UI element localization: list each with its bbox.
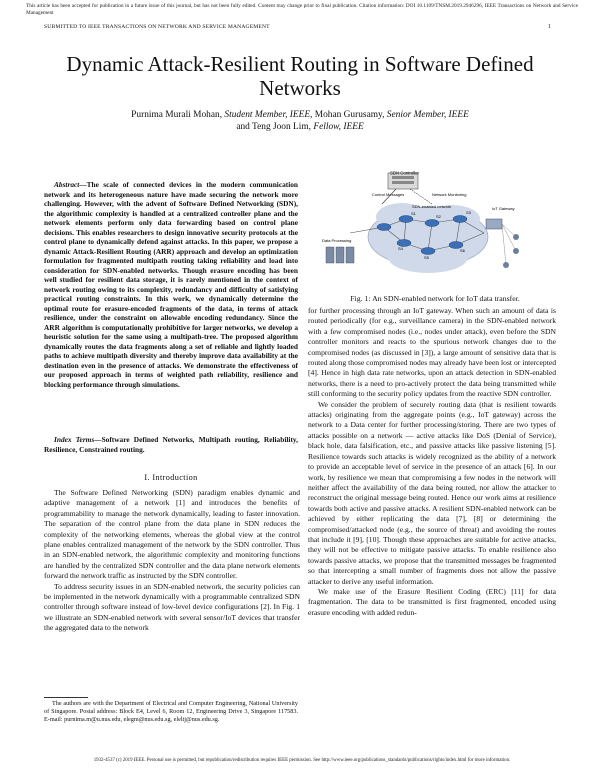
network-monitoring-label: Network Monitoring [432,192,467,198]
switch-icon [421,248,435,255]
right-column-body [308,306,556,618]
switch-icon [453,216,467,223]
controller-detail [392,181,414,184]
paragraph: for further processing through an IoT gateway. When such an amount of data is routed periodically (for e.g., surveillance camera) in the SDN-enabled network with a few compromised nodes (i.e., nodes under attack), even before the SDN controller monitors and reacts to the spurious network changes due to the compromised nodes (as discussed in [3]), a large amount of sensitive data that is routed along those compromised nodes may already have been lost or intercepted [4]. Hence in high data rate networks, upon an attack detection in SDN-enabled networks, there is a need to pro-actively protect the data being transmitted while still conforming to the security policy updates from the reactive SDN controller. [308,306,556,399]
paragraph: We consider the problem of securely routing data (that is resilient towards attacks) originating from the aggregate points (e.g., IoT gateway) across the network to a Data center for further processing/storing. There are two types of attacks possible on a network — active attacks like DoS (Denial of Service), black hole, data falsification, etc., and passive attacks like passive listening [5]. Resilience towards such attacks is widely recognized as the ability of a network to provide an acceptable level of service in the presence of an attack [6]. In our work, by resilience we mean that compromising a few nodes in the network will neither affect the availability of the data being routed, nor allow the attacker to reconstruct the original message being routed. Hence our work aims at resilience towards both active and passive attacks. A resilient SDN-enabled network can be achieved by either replicating the data [7], [8] or determining the compromised/attacked node (e.g., the source of threat) and avoiding the routes that include it [9], [10]. Though these approaches are suitable for active attacks, they will not be effective to mitigate passive attacks. To enable resilience also towards passive attacks, we propose that the transmitted messages be fragmented so that intercepting a small number of fragments does not allow the passive attacker to derive any useful information. [308,399,556,586]
author-role: Fellow, IEEE [313,122,364,132]
sensor-icon [503,262,509,268]
index-terms-lead: Index Terms [54,435,95,444]
abstract [44,180,298,389]
abstract-lead: Abstract [54,180,80,189]
author-name: Purnima Murali Mohan, [131,110,225,120]
switch-icon [399,216,413,223]
index-terms [44,435,298,454]
index-terms-text: —Software Defined Networks, Multipath routing, Reliability, Resilience, Constrained routing. [44,435,298,454]
section-heading: I. Introduction [144,473,198,482]
control-messages-label: Control Messages [372,192,405,198]
sensor-icon [513,248,519,254]
author-name: Mohan Gurusamy, [312,110,387,120]
switch-label: S2 [436,214,441,220]
switch-label: S1 [411,211,416,217]
author-role: Student Member, IEEE, [224,110,313,120]
paragraph: The Software Defined Networking (SDN) paradigm enables dynamic and adaptive management of a network [1] and introduces the benefits of programmability to manage the network dynamically, leading to faster innovation. The separation of the control plane from the data plane in SDN reduces the complexity of the networking elements, whereas the global view at the control plane enables centralized management of the network by the SDN controller. Thus in an SDN-enabled network, the algorithmic complexity and monitoring functions are handled by the centralized SDN controller and the data plane network elements forward the network traffic as instructed by the SDN controller. [44,488,300,581]
switch-icon [425,220,439,227]
abstract-text: —The scale of connected devices in the modern communication network and its heterogeneous nature have made securing the network more challenging. However, with the advent of Software Defined Networking (SDN), the algorithmic complexity is handled at a centralized controller plane and the network elements perform only data forwarding based on control plane decisions. This enables researchers to design innovative security protocols at the control plane to dynamically defend against attacks. In this paper, we propose a dynamic Attack-Resilient Routing (ARR) approach and develop an optimization formulation for fragmented multipath routing taking reliability and load into consideration for SDN-enabled networks. Though erasure encoding has been well studied for resilient data storage, it is rarely mentioned in the context of network routing owing to its complexity, redundancy and difficulty of satisfying practical routing constraints. In this work, we dynamically determine the optimal route for erasure-encoded fragments of the data, in terms of attack resilience, under the constraint on allowable encoding redundancy. Since the ARR algorithm is computationally prohibitive for larger networks, we develop a heuristic solution for the same using a multipath-tree. The proposed algorithm dynamically routes the data fragments along a set of reliable and lightly loaded paths to achieve multipath diversity and thereby improve data availability at the destination even in the presence of attacks. We demonstrate the effectiveness of our proposed approach in terms of weighted path reliability, resilience and blocking performance through simulations. [44,180,298,389]
author-name: and Teng Joon Lim, [236,122,314,132]
monitor-arrow [410,189,432,204]
switch-label: S4 [398,246,403,252]
left-column-body [44,488,300,634]
controller-detail [392,176,414,179]
paragraph: We make use of the Erasure Resilient Coding (ERC) [11] for data fragmentation. The data to be transmitted is first fragmented, encoded using erasure encoding with added redun- [308,586,556,617]
author-role: Senior Member, IEEE [386,110,469,120]
acceptance-banner: This article has been accepted for publication in a future issue of this journal, but has not been fully edited. Content may change prior to final publication. Citation information: DOI 10.1109/TNSM.2019.2946296, IEEE Transactions on Network and Service Management [26,3,578,16]
sensor-icon [513,234,519,240]
switch-label: S5 [424,255,429,261]
paper-title: Dynamic Attack-Resilient Routing in Software Defined Networks [66,52,534,100]
server-icon [326,247,334,263]
server-icon [346,247,354,263]
switch-icon [377,224,391,231]
copyright-bar: 1932-4537 (c) 2019 IEEE. Personal use is permitted, but republication/redistribution requires IEEE permission. See http://www.ieee.org/publications_standards/publications/rights/index.html for more information. [93,758,511,763]
switch-label: S3 [466,210,471,216]
footnote-rule [44,697,88,698]
controller-label: SDN Controller [390,171,419,176]
footnote-text: The authors are with the Department of Electrical and Computer Engineering, National University of Singapore. Postal address: Block E4, Level 6, Room 12, Engineering Drive 3, Singapore 117583. E-mail: purnima.m@u.nus.edu, elegm@nus.edu.sg, eleltj@nus.edu.sg. [44,700,298,723]
server-icon [336,247,344,263]
running-title: SUBMITTED TO IEEE TRANSACTIONS ON NETWORK AND SERVICE MANAGEMENT [44,24,270,30]
sdn-network-label: SDN-enabled network [412,204,452,210]
network-figure [320,171,524,285]
gateway-icon [486,219,502,229]
switch-label: S6 [460,248,465,254]
page-number: 1 [548,24,551,30]
paragraph: To address security issues in an SDN-enabled network, the security policies can be implemented in the network dynamically with a programmable centralized SDN controller through software instead of low-level device configurations [2]. In Fig. 1 we illustrate an SDN-enabled network with several sensor/IoT devices that transfer the aggregated data to the network [44,581,300,633]
author-footnote [44,700,298,724]
iot-gateway-label: IoT Gateway [492,206,515,212]
author-list [40,109,560,133]
sensor-links [502,224,516,265]
data-processing-label: Data Processing [322,238,352,244]
figure-caption: Fig. 1: An SDN-enabled network for IoT data transfer. [350,294,520,303]
